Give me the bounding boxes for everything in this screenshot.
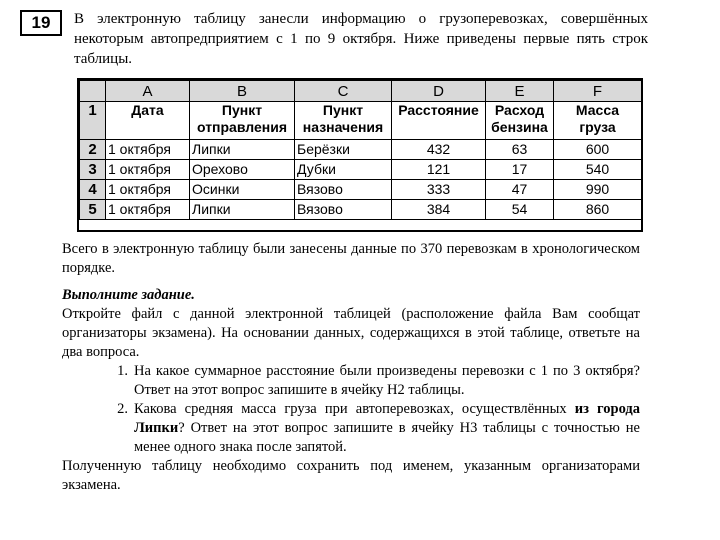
table-row [80, 140, 642, 160]
cell-origin: Липки [190, 200, 295, 220]
row-number: 1 [80, 102, 106, 140]
task-title: Выполните задание. [62, 287, 195, 303]
cell-distance: 432 [392, 140, 486, 160]
column-letter-f: F [554, 81, 642, 102]
cell-origin: Осинки [190, 180, 295, 200]
column-letter-b: B [190, 81, 295, 102]
row-number: 3 [80, 160, 106, 180]
column-header-row [80, 81, 642, 102]
header-destination: Пункт назначения [295, 102, 392, 140]
cell-destination: Вязово [295, 180, 392, 200]
cell-destination: Вязово [295, 200, 392, 220]
cell-fuel: 17 [486, 160, 554, 180]
header-origin: Пункт отправления [190, 102, 295, 140]
instructions-text: Откройте файл с данной электронной таблицей (расположение файла Вам сообщат организаторы экзамена). На основании данных, содержащихся в этой таблице, ответьте на два вопроса. [62, 306, 640, 360]
table-row [80, 200, 642, 220]
task-intro: В электронную таблицу занесли информацию о грузоперевозках, совершённых некоторым автопредприятием с 1 по 9 октября. Ниже приведены первые пять строк таблицы. [74, 11, 648, 67]
header-row [80, 102, 642, 140]
row-number: 4 [80, 180, 106, 200]
cell-mass: 600 [554, 140, 642, 160]
cell-distance: 333 [392, 180, 486, 200]
question-1 [62, 362, 640, 400]
column-letter-a: A [106, 81, 190, 102]
question-text-start: Какова средняя масса груза при автоперевозках, осуществлённых [134, 401, 567, 417]
cell-date: 1 октября [106, 180, 190, 200]
question-number: 2. [117, 401, 128, 417]
question-text [134, 400, 640, 457]
cell-fuel: 47 [486, 180, 554, 200]
question-text-end: ? Ответ на этот вопрос запишите в ячейку H3 таблицы с точностью не менее одного знака после запятой. [134, 420, 640, 455]
cell-destination: Берёзки [295, 140, 392, 160]
question-text: На какое суммарное расстояние были произведены перевозки с 1 по 3 октября? Ответ на этот вопрос запишите в ячейку H2 таблицы. [134, 363, 640, 398]
cell-fuel: 54 [486, 200, 554, 220]
task-body [62, 240, 640, 495]
table-row [80, 180, 642, 200]
cell-distance: 384 [392, 200, 486, 220]
header-distance: Расстояние [392, 102, 486, 140]
corner-cell [80, 81, 106, 102]
cell-distance: 121 [392, 160, 486, 180]
column-letter-c: C [295, 81, 392, 102]
question-number: 1. [117, 363, 128, 379]
row-number: 2 [80, 140, 106, 160]
cell-date: 1 октября [106, 200, 190, 220]
header-mass: Масса груза [554, 102, 642, 140]
cell-date: 1 октября [106, 160, 190, 180]
cell-mass: 540 [554, 160, 642, 180]
table-row [80, 160, 642, 180]
cell-origin: Липки [190, 140, 295, 160]
question-highlight: из города Липки [134, 401, 641, 436]
cell-mass: 860 [554, 200, 642, 220]
question-2 [62, 400, 640, 457]
spreadsheet-table [79, 80, 642, 220]
closing-text: Полученную таблицу необходимо сохранить под именем, указанным организаторами экзамена. [62, 458, 640, 493]
column-letter-e: E [486, 81, 554, 102]
header-date: Дата [106, 102, 190, 140]
cell-date: 1 октября [106, 140, 190, 160]
row-number: 5 [80, 200, 106, 220]
header-fuel: Расход бензина [486, 102, 554, 140]
cell-origin: Орехово [190, 160, 295, 180]
column-letter-d: D [392, 81, 486, 102]
spreadsheet [77, 78, 643, 232]
cell-fuel: 63 [486, 140, 554, 160]
total-records-text: Всего в электронную таблицу были занесены данные по 370 перевозкам в хронологическом порядке. [62, 241, 640, 276]
task-number: 19 [20, 10, 62, 36]
cell-mass: 990 [554, 180, 642, 200]
cell-destination: Дубки [295, 160, 392, 180]
